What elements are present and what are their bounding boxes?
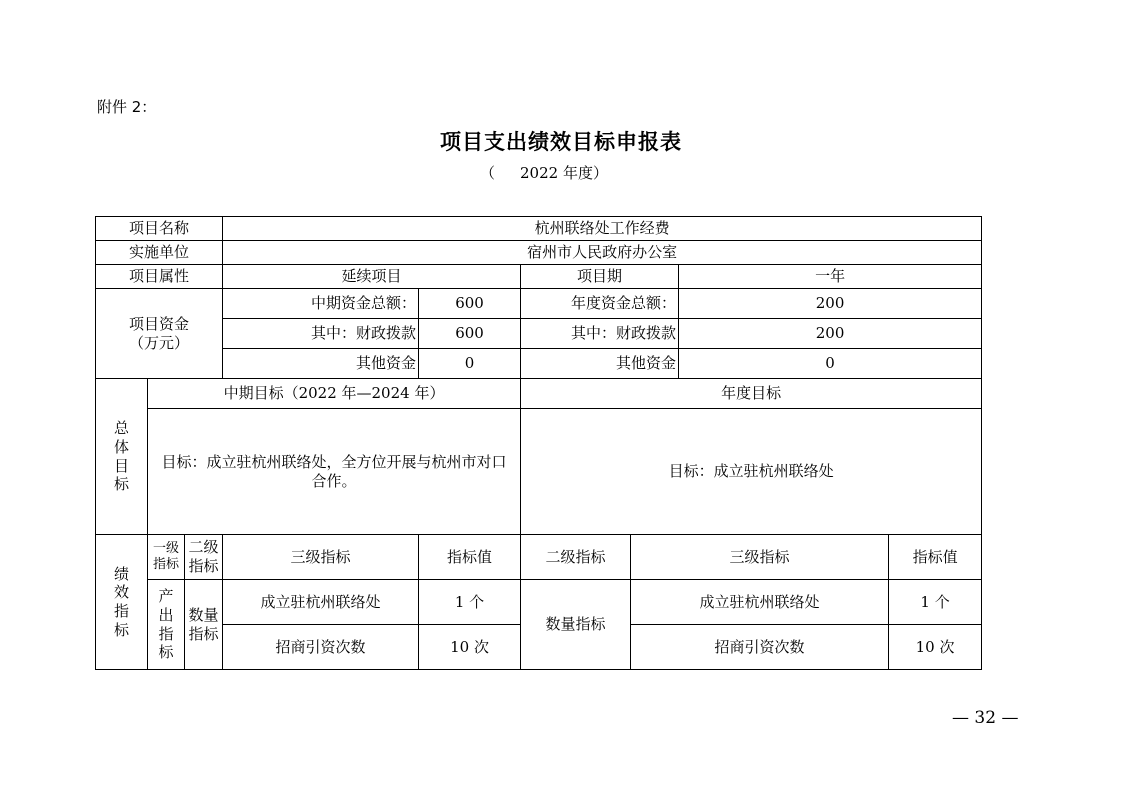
level2-header-line: 二级 <box>188 538 219 557</box>
annual-other-value: 0 <box>679 349 982 379</box>
annual-total-label: 年度资金总额： <box>521 289 679 319</box>
period-label: 项目期 <box>521 265 679 289</box>
level3-cell: 招商引资次数 <box>223 625 419 670</box>
project-name-label: 项目名称 <box>96 217 223 241</box>
attr-value: 延续项目 <box>223 265 521 289</box>
mid-other-value: 0 <box>419 349 521 379</box>
level1-header-line: 指标 <box>152 557 179 572</box>
performance-goal-table <box>95 216 982 670</box>
overall-goal-char: 体 <box>113 437 129 456</box>
value-cell: 1 个 <box>419 580 521 625</box>
mid-goal-text <box>148 409 521 535</box>
year-line <box>480 162 608 183</box>
level2-quantity-line: 数量 <box>188 605 219 624</box>
mid-goal-header: 中期目标（2022 年—2024 年） <box>148 379 521 409</box>
annual-fiscal-label: 其中：财政拨款 <box>521 319 679 349</box>
overall-goal-label <box>96 379 148 535</box>
impl-unit-label: 实施单位 <box>96 241 223 265</box>
indicator-label-char: 标 <box>113 620 129 639</box>
level2-quantity-cell <box>185 580 223 670</box>
mid-fiscal-value: 600 <box>419 319 521 349</box>
page-number: — 32 — <box>952 708 1019 728</box>
annual-other-label: 其他资金 <box>521 349 679 379</box>
level3-header: 三级指标 <box>223 535 419 580</box>
right-level3-cell: 招商引资次数 <box>631 625 889 670</box>
annual-goal-text: 目标：成立驻杭州联络处 <box>521 409 982 535</box>
period-value: 一年 <box>679 265 982 289</box>
value-header: 指标值 <box>419 535 521 580</box>
funds-label-line1: 项目资金 <box>129 314 190 333</box>
right-level2-quantity-cell: 数量指标 <box>521 580 631 670</box>
year-open-paren: （ <box>480 164 496 182</box>
level1-output-char: 产 <box>158 587 174 605</box>
mid-goal-text-line2: 合作。 <box>311 471 357 490</box>
level2-header <box>185 535 223 580</box>
level1-header <box>148 535 185 580</box>
level2-header-line: 指标 <box>188 557 219 575</box>
overall-goal-char: 总 <box>113 419 129 437</box>
attr-label: 项目属性 <box>96 265 223 289</box>
funds-label-line2: （万元） <box>129 333 190 352</box>
right-level3-header: 三级指标 <box>631 535 889 580</box>
mid-total-label: 中期资金总额： <box>223 289 419 319</box>
funds-label <box>96 289 223 379</box>
right-value-cell: 10 次 <box>889 625 982 670</box>
annual-goal-header: 年度目标 <box>521 379 982 409</box>
mid-goal-text-line1: 目标：成立驻杭州联络处，全方位开展与杭州市对口 <box>161 452 507 471</box>
indicator-label-char: 效 <box>113 583 129 602</box>
attachment-label: 附件 2： <box>97 98 157 116</box>
year-text: 2022 年度） <box>520 164 608 182</box>
right-value-cell: 1 个 <box>889 580 982 625</box>
indicator-label-char: 指 <box>113 602 129 620</box>
level1-output-cell <box>148 580 185 670</box>
impl-unit-value: 宿州市人民政府办公室 <box>223 241 982 265</box>
value-cell: 10 次 <box>419 625 521 670</box>
level1-output-char: 出 <box>158 605 174 624</box>
mid-fiscal-label: 其中：财政拨款 <box>223 319 419 349</box>
project-name-value: 杭州联络处工作经费 <box>223 217 982 241</box>
level3-cell: 成立驻杭州联络处 <box>223 580 419 625</box>
level1-header-line: 一级 <box>152 540 179 556</box>
mid-other-label: 其他资金 <box>223 349 419 379</box>
right-value-header: 指标值 <box>889 535 982 580</box>
performance-indicator-label <box>96 535 148 670</box>
overall-goal-char: 标 <box>113 475 129 494</box>
right-level2-header: 二级指标 <box>521 535 631 580</box>
indicator-label-char: 绩 <box>113 564 129 583</box>
right-level3-cell: 成立驻杭州联络处 <box>631 580 889 625</box>
level1-output-char: 指 <box>158 624 174 643</box>
level2-quantity-line: 指标 <box>188 624 219 643</box>
overall-goal-char: 目 <box>113 456 129 475</box>
annual-total-value: 200 <box>679 289 982 319</box>
level1-output-char: 标 <box>158 643 174 662</box>
mid-total-value: 600 <box>419 289 521 319</box>
page-title: 项目支出绩效目标申报表 <box>440 130 682 154</box>
annual-fiscal-value: 200 <box>679 319 982 349</box>
